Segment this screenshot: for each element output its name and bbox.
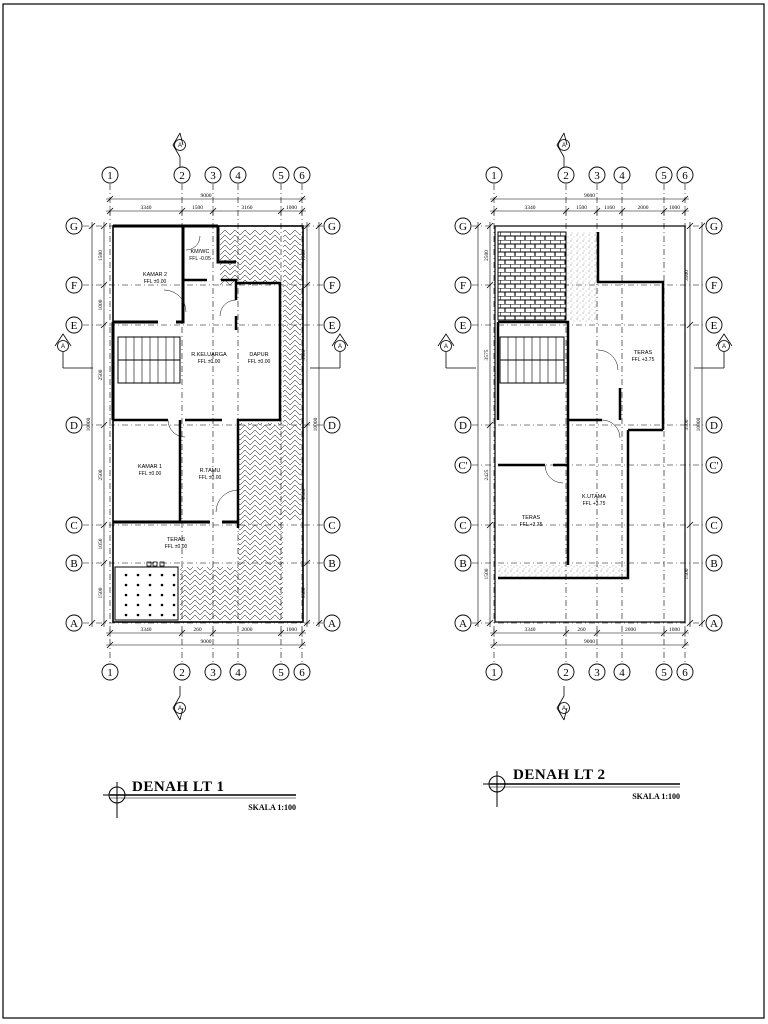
grid-col-label: 6 xyxy=(299,170,305,182)
dimension-value: 260 xyxy=(193,627,202,633)
room-name: TERAS xyxy=(166,537,186,543)
dimension-value: 3340 xyxy=(140,627,152,633)
dimension-value: 3340 xyxy=(524,205,536,211)
room-name: TERAS xyxy=(633,350,653,356)
dimension-value: 1000 xyxy=(286,205,297,211)
dimension-value: 1500 xyxy=(684,568,690,580)
section-marker-label: A xyxy=(721,344,727,351)
grid-row-label: A xyxy=(459,618,467,630)
grid-row-label: G xyxy=(459,221,467,233)
room-name: KM/WC xyxy=(190,249,210,255)
title-block-lt2 xyxy=(483,767,680,807)
dimension-value: 3500 xyxy=(301,349,307,361)
dimension-value: 3160 xyxy=(241,205,253,211)
dimension-value: 260 xyxy=(577,627,586,633)
dimension-value: 2500 xyxy=(484,250,490,261)
room-floor-level: FFL ±0.00 xyxy=(138,471,162,477)
room-floor-level: FFL ±0.00 xyxy=(197,359,221,365)
grid-col-label: 5 xyxy=(661,667,667,679)
grid-row-label: E xyxy=(328,320,336,332)
room-floor-level: FFL +3.75 xyxy=(582,501,606,507)
room-floor-level: FFL -0.05 xyxy=(189,256,211,262)
dimension-value: 3575 xyxy=(484,349,490,361)
grid-row-label: D xyxy=(70,420,78,432)
grid-col-label: 5 xyxy=(278,667,284,679)
dimension-total: 10000 xyxy=(313,417,319,432)
section-marker-label: A xyxy=(561,706,567,713)
room-name: KAMAR 2 xyxy=(142,272,168,278)
grid-col-label: 2 xyxy=(563,170,569,182)
room-floor-level: FFL ±0.00 xyxy=(143,279,167,285)
dimension-total: 9000 xyxy=(200,639,212,645)
grid-row-label: B xyxy=(459,558,467,570)
room-name: DAPUR xyxy=(249,352,269,358)
dimension-value: 3340 xyxy=(524,627,536,633)
grid-col-label: 5 xyxy=(661,170,667,182)
grid-col-label: 4 xyxy=(235,667,241,679)
room-floor-level: FFL ±0.00 xyxy=(164,544,188,550)
room-name: R.TAMU xyxy=(199,468,221,474)
section-marker-label: A xyxy=(337,344,343,351)
dimension-value: 1050 xyxy=(98,538,104,550)
grid-row-label: C xyxy=(70,520,78,532)
grid-col-label: 6 xyxy=(682,667,688,679)
room-floor-level: FFL ±0.00 xyxy=(247,359,271,365)
dimension-value: 2500 xyxy=(98,469,104,481)
grid-col-label: 1 xyxy=(107,170,113,182)
plan-title-lt2: DENAH LT 2 xyxy=(513,767,606,783)
grid-col-label: 4 xyxy=(619,667,625,679)
dimension-total: 9000 xyxy=(200,193,212,199)
grid-row-label: D xyxy=(328,420,336,432)
section-marker-label: A xyxy=(443,344,449,351)
floor-plan-lt2 xyxy=(438,133,732,720)
room-floor-level: FFL +3.75 xyxy=(519,522,543,528)
grid-col-label: 4 xyxy=(619,170,625,182)
section-marker-label: A xyxy=(60,344,66,351)
grid-col-label: 5 xyxy=(278,170,284,182)
grid-row-label: G xyxy=(328,221,336,233)
plan-scale-lt1: SKALA 1:100 xyxy=(248,803,296,812)
grid-row-label: F xyxy=(328,280,336,292)
room-name: KAMAR 1 xyxy=(137,464,163,470)
dimension-value: 2000 xyxy=(637,205,649,211)
dimension-value: 2000 xyxy=(625,627,636,633)
grid-col-label: 6 xyxy=(682,170,688,182)
section-marker-label: A xyxy=(561,143,567,150)
dimension-total: 10000 xyxy=(86,417,92,432)
grid-col-label: 4 xyxy=(235,170,241,182)
grid-col-label: 3 xyxy=(210,170,216,182)
grid-lines-lt2 xyxy=(438,133,732,720)
room-floor-level: FFL +3.75 xyxy=(631,357,655,363)
grid-row-label: C' xyxy=(709,460,719,472)
hatch-areas-lt1 xyxy=(115,230,301,620)
grid-row-label: B xyxy=(70,558,78,570)
dimension-value: 3500 xyxy=(684,270,690,281)
grid-row-label: F xyxy=(710,280,718,292)
grid-row-label: A xyxy=(328,618,336,630)
grid-row-label: F xyxy=(459,280,467,292)
grid-lines-lt1 xyxy=(55,133,348,720)
dimension-value: 3340 xyxy=(140,205,152,211)
grid-row-label: A xyxy=(70,618,78,630)
grid-row-label: A xyxy=(710,618,718,630)
grid-row-label: C xyxy=(459,520,467,532)
grid-row-label: C xyxy=(328,520,336,532)
grid-row-label: B xyxy=(328,558,336,570)
grid-row-label: C' xyxy=(458,460,468,472)
section-marker-label: A xyxy=(177,143,183,150)
grid-row-label: G xyxy=(710,221,718,233)
room-name: R.KELUARGA xyxy=(191,352,227,358)
dimension-value: 1500 xyxy=(98,587,104,599)
grid-row-label: E xyxy=(459,320,467,332)
plan-title-lt1: DENAH LT 1 xyxy=(132,779,225,795)
dimension-value: 1160 xyxy=(604,205,615,211)
dimension-value: 1500 xyxy=(484,568,490,580)
grid-col-label: 2 xyxy=(179,170,185,182)
dimension-value: 1000 xyxy=(286,627,297,633)
dimension-value: 1000 xyxy=(98,299,104,311)
grid-col-label: 1 xyxy=(491,170,497,182)
grid-col-label: 1 xyxy=(107,667,113,679)
grid-col-label: 3 xyxy=(594,667,600,679)
dimension-value: 2500 xyxy=(98,369,104,381)
dimension-value: 3500 xyxy=(684,419,690,431)
grid-row-label: D xyxy=(459,420,467,432)
floor-plan-lt1 xyxy=(55,133,348,720)
plan-scale-lt2: SKALA 1:100 xyxy=(632,792,680,801)
grid-row-label: E xyxy=(70,320,78,332)
grid-row-label: G xyxy=(70,221,78,233)
grid-row-label: B xyxy=(710,558,718,570)
dimension-value: 1500 xyxy=(301,250,307,261)
grid-row-label: E xyxy=(710,320,718,332)
dimension-value: 2425 xyxy=(484,469,490,481)
grid-row-label: C xyxy=(710,520,718,532)
dimension-value: 1000 xyxy=(669,205,680,211)
title-block-lt1 xyxy=(103,779,296,818)
sheet-border xyxy=(3,4,764,1018)
room-name: TERAS xyxy=(521,515,541,521)
dimension-value: 1000 xyxy=(669,627,680,633)
grid-col-label: 6 xyxy=(299,667,305,679)
dimension-value: 1500 xyxy=(98,250,104,261)
room-floor-level: FFL ±0.00 xyxy=(198,475,222,481)
dimension-total: 9000 xyxy=(584,193,595,199)
room-name: K.UTAMA xyxy=(581,494,607,500)
dimension-total: 10000 xyxy=(696,417,702,432)
grid-col-label: 3 xyxy=(210,667,216,679)
grid-col-label: 1 xyxy=(491,667,497,679)
dimension-value: 2500 xyxy=(301,488,307,500)
dimension-value: 1500 xyxy=(301,587,307,599)
dimension-value: 1500 xyxy=(192,205,203,211)
grid-col-label: 3 xyxy=(594,170,600,182)
dimension-value: 1500 xyxy=(576,205,587,211)
grid-row-label: D xyxy=(710,420,718,432)
section-marker-label: A xyxy=(177,706,183,713)
dimension-value: 2000 xyxy=(241,627,253,633)
dimension-total: 9000 xyxy=(584,639,595,645)
grid-col-label: 2 xyxy=(563,667,569,679)
grid-col-label: 2 xyxy=(179,667,185,679)
grid-row-label: F xyxy=(70,280,78,292)
